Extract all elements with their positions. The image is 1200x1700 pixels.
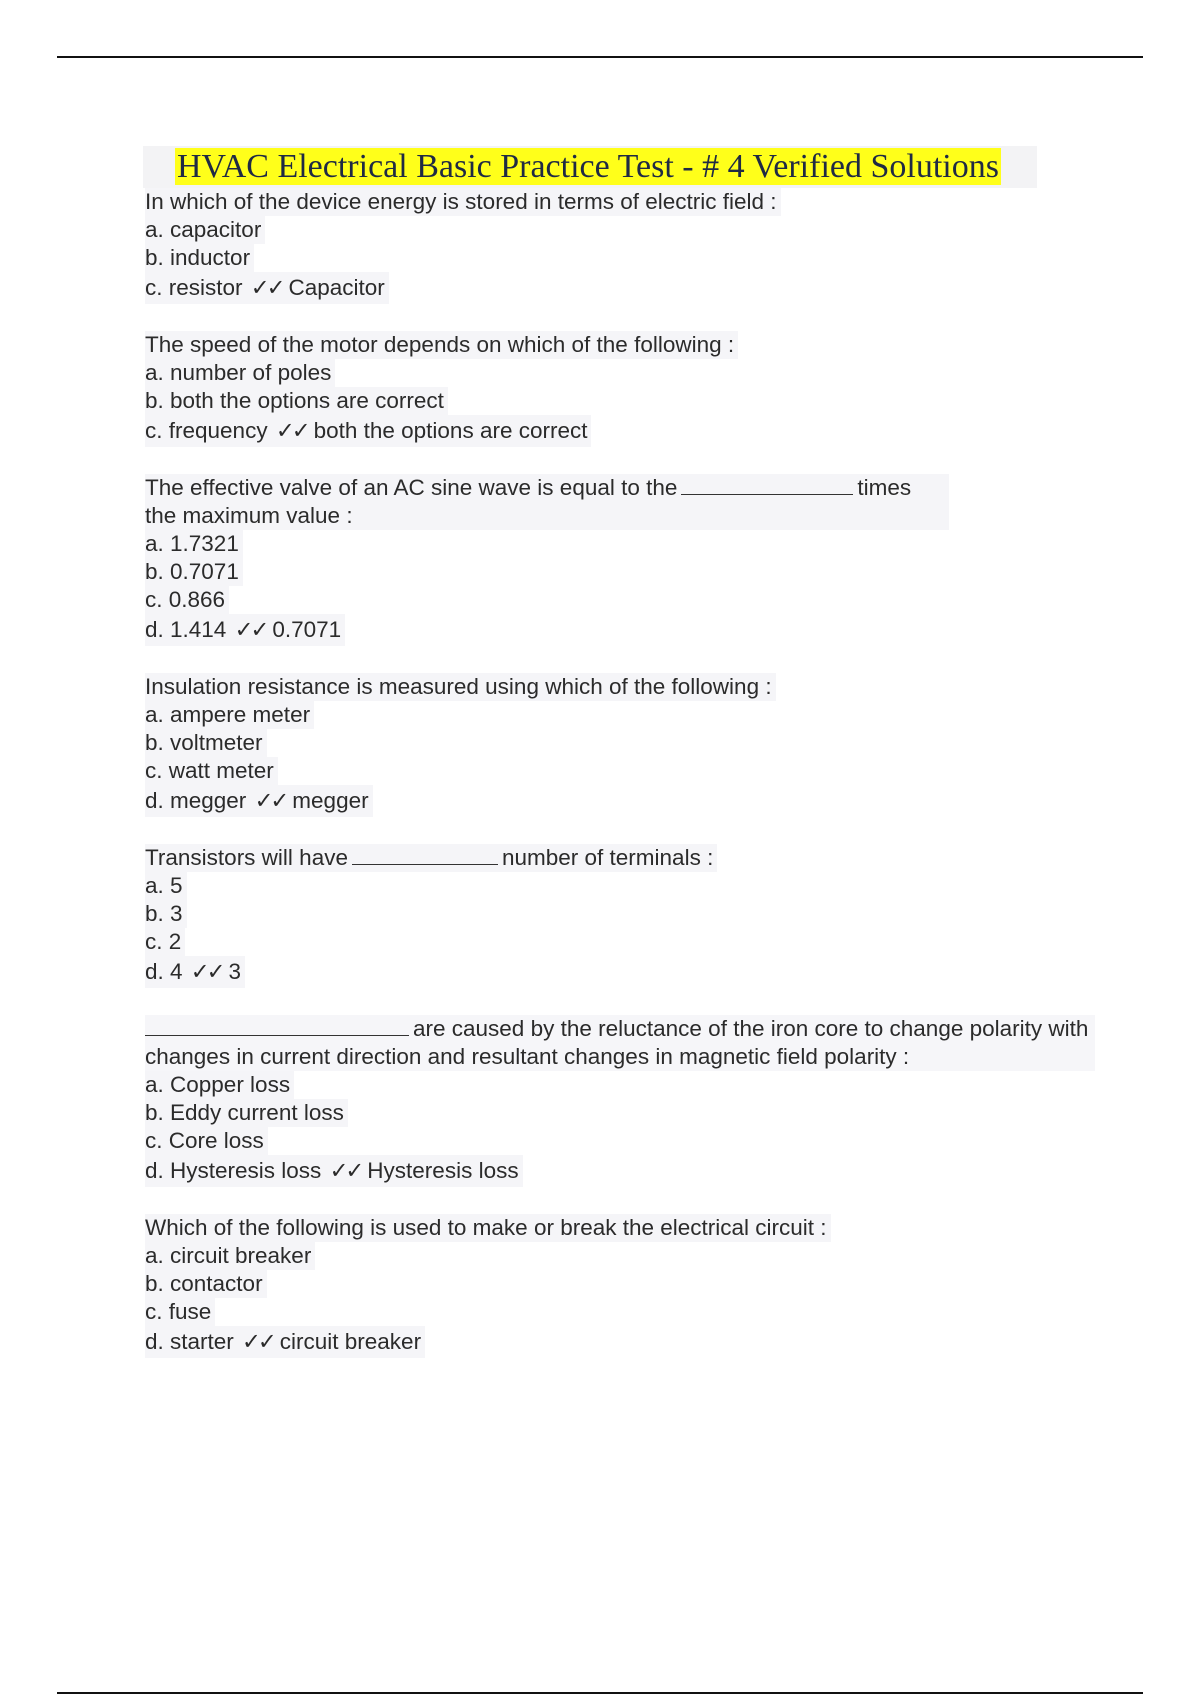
question-stem: In which of the device energy is stored in terms of electric field : xyxy=(145,188,781,216)
question-stem xyxy=(145,844,717,872)
question-stem: The speed of the motor depends on which of the following : xyxy=(145,331,738,359)
stem-after-blank: times the maximum value : xyxy=(145,475,912,528)
option-c: c. 0.866 xyxy=(145,586,229,614)
fill-in-blank xyxy=(145,1015,409,1036)
correct-answer: 0.7071 xyxy=(272,617,342,642)
answer-line xyxy=(145,415,591,447)
check-mark-icon: ✓✓ xyxy=(329,1158,362,1183)
stem-after-blank: are caused by the reluctance of the iron core to change polarity with changes in current direction and resultant changes in magnetic field polarity : xyxy=(145,1016,1089,1069)
option-a: a. circuit breaker xyxy=(145,1242,315,1270)
fill-in-blank xyxy=(352,844,498,865)
correct-answer: both the options are correct xyxy=(313,418,588,443)
title-banner xyxy=(143,146,1037,188)
stem-before-blank: Transistors will have xyxy=(145,845,348,870)
answer-line xyxy=(145,272,389,304)
option-a: a. 5 xyxy=(145,872,187,900)
answer-line xyxy=(145,956,245,988)
correct-answer: Capacitor xyxy=(288,275,385,300)
option-a: a. ampere meter xyxy=(145,701,314,729)
option-c: c. frequency xyxy=(145,418,268,443)
fill-in-blank xyxy=(681,474,853,495)
option-c: c. Core loss xyxy=(145,1127,268,1155)
option-d: d. 1.414 xyxy=(145,617,227,642)
check-mark-icon: ✓✓ xyxy=(275,418,308,443)
option-c: c. fuse xyxy=(145,1298,215,1326)
correct-answer: megger xyxy=(292,788,369,813)
question-2 xyxy=(145,331,1095,447)
option-a: a. capacitor xyxy=(145,216,265,244)
option-a: a. 1.7321 xyxy=(145,530,243,558)
option-c: c. resistor xyxy=(145,275,243,300)
question-stem: Which of the following is used to make or break the electrical circuit : xyxy=(145,1214,831,1242)
question-4 xyxy=(145,673,1095,817)
question-stem: Insulation resistance is measured using which of the following : xyxy=(145,673,776,701)
stem-before-blank: The effective valve of an AC sine wave is equal to the xyxy=(145,475,678,500)
answer-line xyxy=(145,785,373,817)
option-b: b. Eddy current loss xyxy=(145,1099,348,1127)
question-stem xyxy=(145,474,949,530)
option-d: d. Hysteresis loss xyxy=(145,1158,322,1183)
question-3 xyxy=(145,474,1095,646)
question-stem xyxy=(145,1015,1095,1071)
check-mark-icon: ✓✓ xyxy=(190,959,223,984)
option-d: d. megger xyxy=(145,788,247,813)
option-b: b. inductor xyxy=(145,244,254,272)
option-c: c. watt meter xyxy=(145,757,278,785)
correct-answer: circuit breaker xyxy=(279,1329,422,1354)
check-mark-icon: ✓✓ xyxy=(250,275,283,300)
top-rule xyxy=(57,56,1143,58)
option-a: a. Copper loss xyxy=(145,1071,294,1099)
answer-line xyxy=(145,1155,523,1187)
page-content xyxy=(145,146,1095,1385)
option-b: b. 3 xyxy=(145,900,187,928)
option-d: d. 4 xyxy=(145,959,183,984)
question-7 xyxy=(145,1214,1095,1358)
question-1 xyxy=(145,188,1095,304)
stem-after-blank: number of terminals : xyxy=(501,845,714,870)
correct-answer: 3 xyxy=(228,959,242,984)
question-6 xyxy=(145,1015,1095,1187)
correct-answer: Hysteresis loss xyxy=(367,1158,519,1183)
check-mark-icon: ✓✓ xyxy=(234,617,267,642)
option-c: c. 2 xyxy=(145,928,185,956)
check-mark-icon: ✓✓ xyxy=(254,788,287,813)
option-b: b. 0.7071 xyxy=(145,558,243,586)
option-b: b. both the options are correct xyxy=(145,387,448,415)
question-5 xyxy=(145,844,1095,988)
option-a: a. number of poles xyxy=(145,359,335,387)
page-title: HVAC Electrical Basic Practice Test - # 4 Verified Solutions xyxy=(177,148,999,185)
option-b: b. contactor xyxy=(145,1270,267,1298)
bottom-rule xyxy=(57,1692,1143,1694)
answer-line xyxy=(145,614,345,646)
option-b: b. voltmeter xyxy=(145,729,267,757)
answer-line xyxy=(145,1326,425,1358)
option-d: d. starter xyxy=(145,1329,234,1354)
check-mark-icon: ✓✓ xyxy=(242,1329,274,1354)
